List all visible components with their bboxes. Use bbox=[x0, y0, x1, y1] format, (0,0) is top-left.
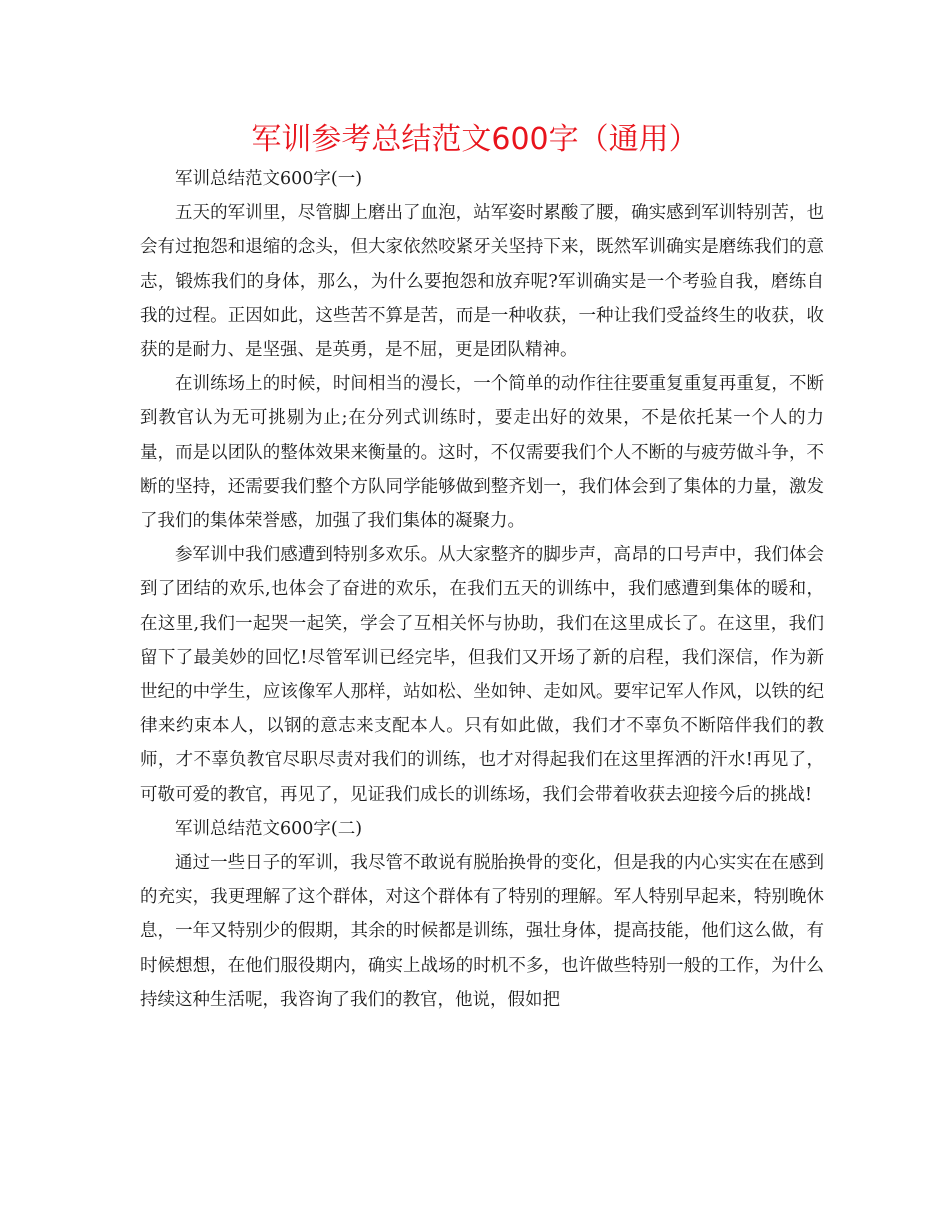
section-heading: 军训总结范文600字(二) bbox=[175, 818, 363, 839]
body-paragraph: 在训练场上的时候，时间相当的漫长，一个简单的动作往往要重复重复再重复，不断到教官认为无可挑剔为止;在分列式训练时，要走出好的效果，不是依托某一个人的力量，而是以团队的整体效果来衡量的。这时，不仅需要我们个人不断的与疲劳做斗争，不断的坚持，还需要我们整个方队同学能够做到整齐划一，我们体会到了集体的力量，激发了我们的集体荣誉感，加强了我们集体的凝聚力。 bbox=[140, 374, 824, 532]
body-paragraph: 五天的军训里，尽管脚上磨出了血泡，站军姿时累酸了腰，确实感到军训特别苦，也会有过抱怨和退缩的念头，但大家依然咬紧牙关坚持下来，既然军训确实是磨练我们的意志，锻炼我们的身体，那么，为什么要抱怨和放弃呢?军训确实是一个考验自我，磨练自我的过程。正因如此，这些苦不算是苦，而是一种收获，一种让我们受益终生的收获，收获的是耐力、是坚强、是英勇，是不屈，更是团队精神。 bbox=[140, 203, 824, 361]
section-heading: 军训总结范文600字(一) bbox=[175, 169, 363, 189]
document-title: 军训参考总结范文600字（通用） bbox=[251, 122, 699, 157]
document-body bbox=[140, 162, 824, 1017]
body-paragraph: 通过一些日子的军训，我尽管不敢说有脱胎换骨的变化，但是我的内心实实在在感到的充实，我更理解了这个群体，对这个群体有了特别的理解。军人特别早起来，特别晚休息，一年又特别少的假期，其余的时候都是训练，强壮身体，提高技能，他们这么做，有时候想想，在他们服役期内，确实上战场的时机不多，也许做些特别一般的工作，为什么持续这种生活呢，我咨询了我们的教官，他说，假如把 bbox=[140, 853, 824, 1010]
body-paragraph: 参军训中我们感遭到特别多欢乐。从大家整齐的脚步声，高昂的口号声中，我们体会到了团结的欢乐,也体会了奋进的欢乐，在我们五天的训练中，我们感遭到集体的暖和，在这里,我们一起哭一起笑，学会了互相关怀与协助，我们在这里成长了。在这里，我们留下了最美妙的回忆!尽管军训已经完毕，但我们又开场了新的启程，我们深信，作为新世纪的中学生，应该像军人那样，站如松、坐如钟、走如风。要牢记军人作风，以铁的纪律来约束本人，以钢的意志来支配本人。只有如此做，我们才不辜负不断陪伴我们的教师，才不辜负教官尽职尽责对我们的训练，也才对得起我们在这里挥洒的汗水!再见了，可敬可爱的教官，再见了，见证我们成长的训练场，我们会带着收获去迎接今后的挑战! bbox=[140, 545, 824, 805]
